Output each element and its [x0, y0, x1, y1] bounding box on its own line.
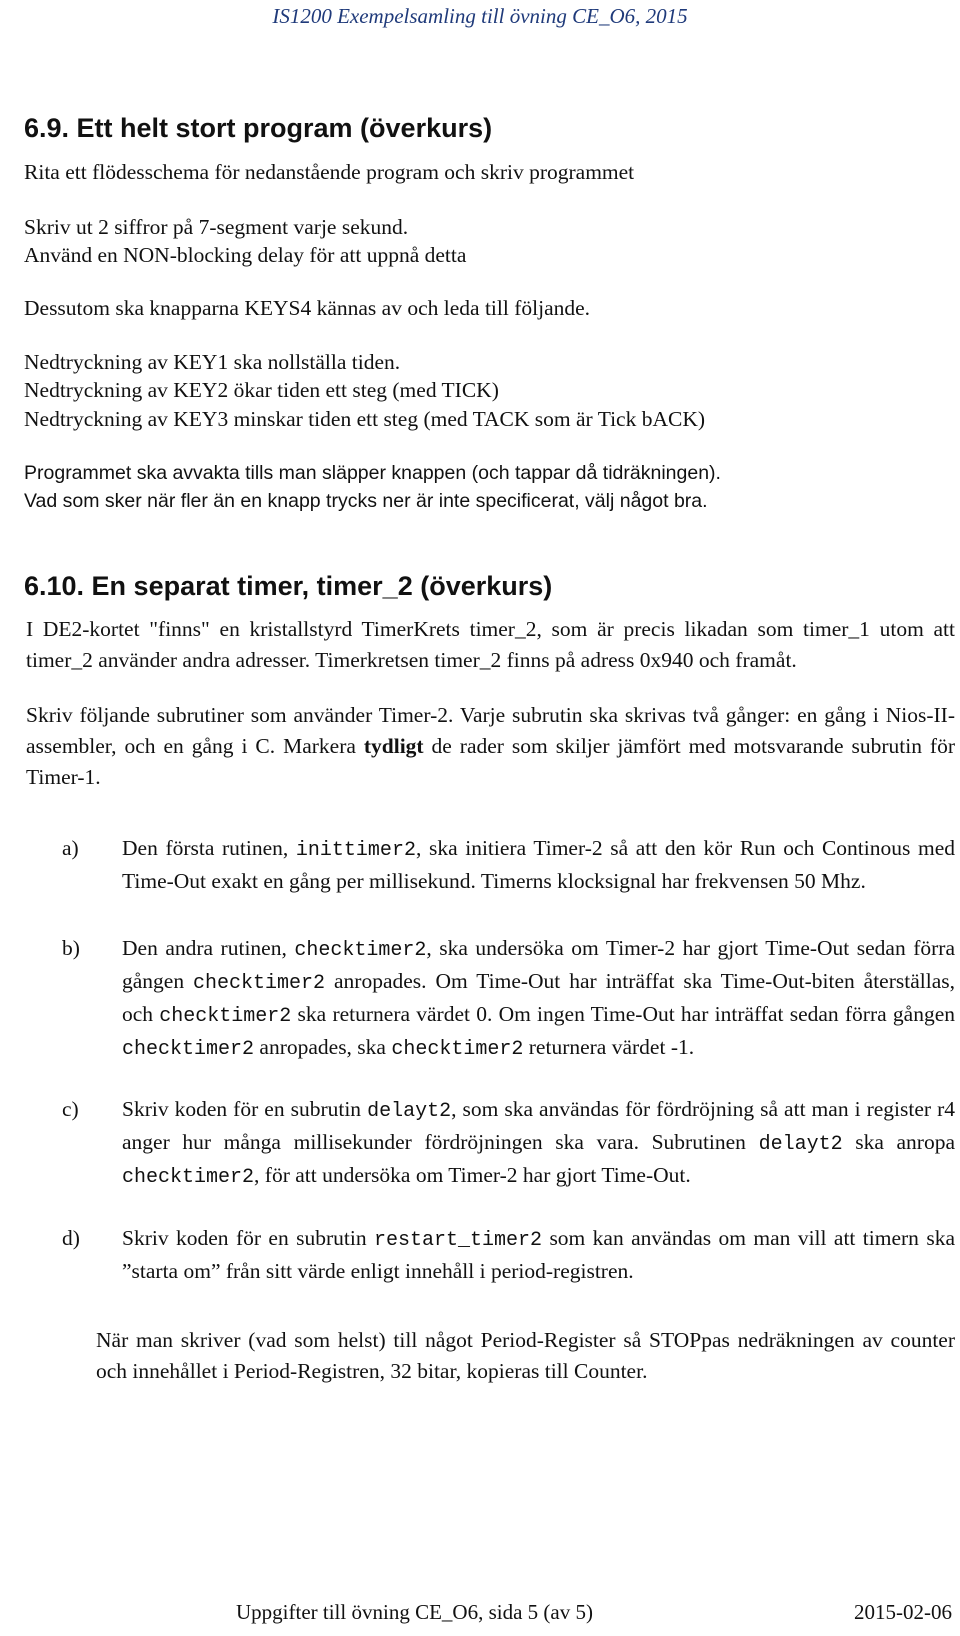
instructions-text-2: de rader som skiljer jämfört med motsvarande subrutin för Timer-1. — [26, 734, 955, 789]
s69-line-7: Nedtryckning av KEY3 minskar tiden ett steg (med TACK som är Tick bACK) — [24, 407, 706, 431]
task-b-text-6: returnera värdet -1. — [523, 1035, 695, 1059]
s69-line-3: Använd en NON-blocking delay för att uppnå detta — [24, 243, 467, 267]
task-a-text-2: , ska initiera Timer-2 så att den kör Run och Continous med Time-Out exakt en gång per millisekund. Timerns klocksignal har frekvensen 50 Mhz. — [122, 836, 955, 893]
code-inittimer2: inittimer2 — [295, 839, 416, 862]
code-restart-timer2: restart_timer2 — [374, 1229, 543, 1252]
task-b-text-3: anropades. Om Time-Out har inträffat ska Time-Out-biten återställas, och — [122, 969, 956, 1026]
s69-line-1: Rita ett flödesschema för nedanstående program och skriv programmet — [24, 160, 635, 184]
code-checktimer2: checktimer2 — [294, 939, 427, 962]
task-b-text — [122, 933, 955, 1065]
s610-instructions-paragraph — [26, 700, 955, 793]
task-a-text-1: Den första rutinen, — [122, 836, 296, 860]
task-a-label: a) — [62, 836, 79, 860]
task-c-text-4: , för att undersöka om Timer-2 har gjort Time-Out. — [254, 1163, 691, 1187]
s69-line-8: Programmet ska avvakta tills man släpper knappen (och tappar då tidräkningen). — [24, 462, 721, 484]
task-b-text-2: , ska undersöka om Timer-2 har gjort Time-Out sedan förra gången — [122, 936, 955, 993]
task-c-text-3: ska anropa — [842, 1130, 955, 1154]
task-d-label: d) — [62, 1226, 80, 1250]
s69-line-6: Nedtryckning av KEY2 ökar tiden ett steg (med TICK) — [24, 378, 499, 402]
section-6-10-heading: 6.10. En separat timer, timer_2 (överkurs) — [24, 571, 553, 601]
task-c-text-1: Skriv koden för en subrutin — [122, 1097, 368, 1121]
task-c-text-2: , som ska användas för fördröjning så att man i register r4 anger hur många millisekunder fördröjningen ska vara. Subrutinen — [122, 1097, 955, 1154]
s69-line-9: Vad som sker när fler än en knapp trycks ner är inte specificerat, välj något bra. — [24, 490, 708, 512]
code-checktimer2: checktimer2 — [159, 1005, 292, 1028]
task-b-text-1: Den andra rutinen, — [122, 936, 295, 960]
code-checktimer2: checktimer2 — [391, 1038, 524, 1061]
s610-intro-paragraph: I DE2-kortet "finns" en kristallstyrd TimerKrets timer_2, som är precis likadan som timer_1 utom att timer_2 använder andra adresser. Timerkretsen timer_2 finns på adress 0x940 och framåt. — [26, 617, 955, 672]
emphasis-tydligt: tydligt — [363, 734, 424, 758]
task-d-text-2: som kan användas om man vill att timern ska ”starta om” från sitt värde enligt innehåll i period-registren. — [122, 1226, 955, 1283]
code-checktimer2: checktimer2 — [122, 1166, 255, 1189]
task-c-text — [122, 1094, 955, 1193]
page-header: IS1200 Exempelsamling till övning CE_O6, 2015 — [272, 4, 688, 28]
section-6-9-heading: 6.9. Ett helt stort program (överkurs) — [24, 113, 493, 143]
period-register-note: När man skriver (vad som helst) till något Period-Register så STOPpas nedräkningen av counter och innehållet i Period-Registren, 32 bitar, kopieras till Counter. — [96, 1328, 955, 1383]
s69-line-4: Dessutom ska knapparna KEYS4 kännas av och leda till följande. — [24, 296, 591, 320]
code-delayt2: delayt2 — [758, 1133, 843, 1156]
s69-line-5: Nedtryckning av KEY1 ska nollställa tiden. — [24, 350, 401, 374]
code-checktimer2: checktimer2 — [193, 972, 326, 995]
task-b-label: b) — [62, 936, 80, 960]
code-delayt2: delayt2 — [367, 1100, 452, 1123]
footer-date: 2015-02-06 — [854, 1600, 952, 1624]
code-checktimer2: checktimer2 — [122, 1038, 255, 1061]
s69-line-2: Skriv ut 2 siffror på 7-segment varje sekund. — [24, 215, 409, 239]
task-b-text-4: ska returnera värdet 0. Om ingen Time-Out har inträffat sedan förra gången — [291, 1002, 955, 1026]
task-d-text — [122, 1223, 955, 1287]
task-c-label: c) — [62, 1097, 79, 1121]
instructions-text-1: Skriv följande subrutiner som använder Timer-2. Varje subrutin ska skrivas två gånger: en gång i Nios-II-assembler, och en gång i C. Markera — [26, 703, 955, 758]
task-b-text-5: anropades, ska — [254, 1035, 392, 1059]
task-d-text-1: Skriv koden för en subrutin — [122, 1226, 374, 1250]
footer-page-info: Uppgifter till övning CE_O6, sida 5 (av 5) — [236, 1600, 593, 1624]
task-a-text — [122, 833, 955, 897]
